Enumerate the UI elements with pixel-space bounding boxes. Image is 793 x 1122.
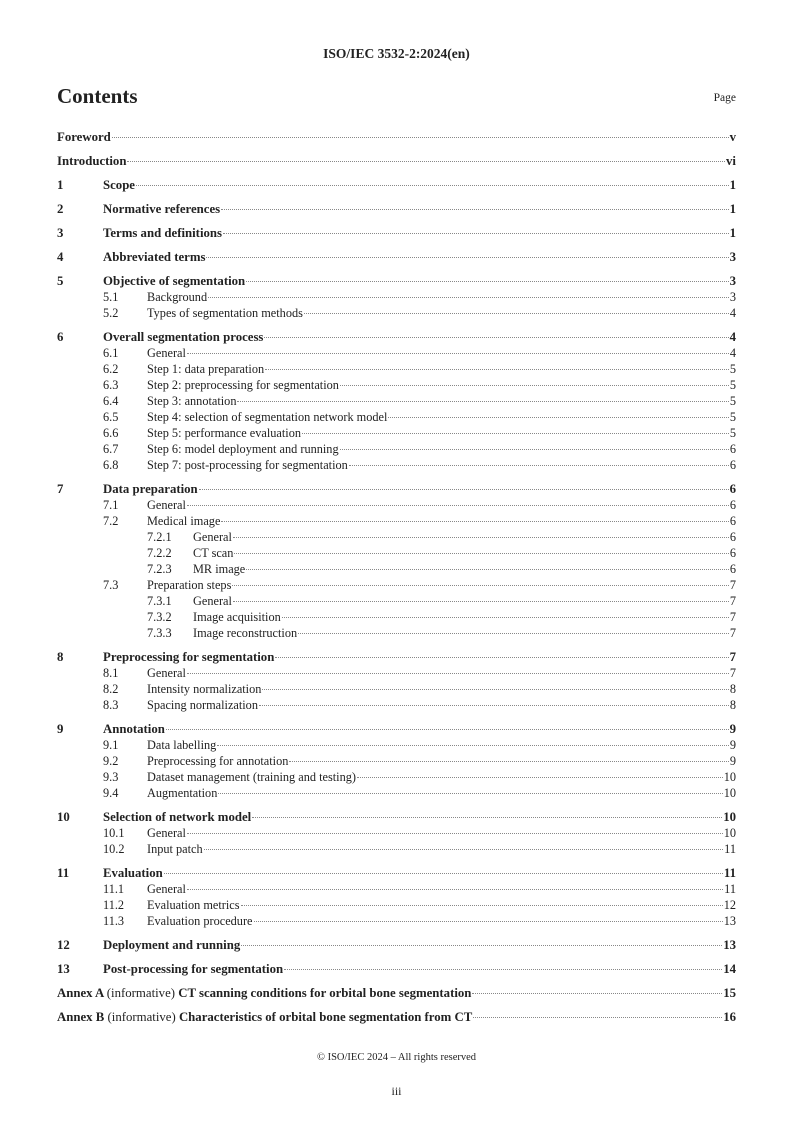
toc-page: 6 (729, 482, 736, 496)
toc-title: Intensity normalization (147, 682, 262, 696)
annex-informative: (informative) (106, 986, 176, 1000)
toc-title: Step 7: post-processing for segmentation (147, 458, 348, 472)
toc-title: Evaluation metrics (147, 898, 240, 912)
toc-number: 10.1 (103, 826, 125, 840)
toc-number: 10.2 (103, 842, 125, 856)
dot-leader (289, 761, 728, 762)
toc-page: 14 (723, 962, 736, 976)
toc-page: 7 (729, 626, 736, 640)
dot-leader (208, 297, 729, 298)
toc-number: 10 (57, 810, 70, 824)
toc-number: 9 (57, 722, 64, 736)
toc-entry[interactable] (57, 225, 736, 241)
dot-leader (357, 777, 723, 778)
toc-title: Preprocessing for segmentation (103, 650, 275, 664)
toc-number: 7.3.2 (147, 610, 172, 624)
toc-title: General (147, 882, 186, 896)
toc-title: Step 4: selection of segmentation network model (147, 410, 388, 424)
toc-title: CT scan (193, 546, 234, 560)
toc-page: 6 (729, 498, 736, 512)
toc-page: 7 (729, 610, 736, 624)
dot-leader (388, 417, 728, 418)
toc-title: Spacing normalization (147, 698, 258, 712)
toc-number: 11 (57, 866, 70, 880)
toc-page: 8 (729, 682, 736, 696)
dot-leader (304, 313, 729, 314)
toc-entry[interactable] (57, 457, 736, 473)
dot-leader (234, 553, 728, 554)
toc-page: 1 (729, 202, 736, 216)
dot-leader (127, 161, 725, 162)
toc-entry[interactable] (57, 529, 736, 545)
toc-page: 10 (723, 786, 736, 800)
document-header: ISO/IEC 3532-2:2024(en) (323, 46, 470, 61)
toc-page: 3 (729, 290, 736, 304)
toc-title: Background (147, 290, 208, 304)
dot-leader (472, 993, 722, 994)
toc-entry[interactable] (57, 305, 736, 321)
dot-leader (340, 385, 729, 386)
dot-leader (233, 537, 729, 538)
dot-leader (254, 921, 723, 922)
toc-number: 5.2 (103, 306, 119, 320)
toc-title: Annotation (103, 722, 165, 736)
toc-number: 7.3 (103, 578, 119, 592)
dot-leader (232, 585, 728, 586)
toc-title: Step 5: performance evaluation (147, 426, 301, 440)
toc-entry[interactable] (57, 153, 736, 169)
toc-entry[interactable] (57, 753, 736, 769)
dot-leader (259, 705, 729, 706)
toc-entry[interactable] (57, 841, 736, 857)
toc-page: 3 (729, 274, 736, 288)
toc-page: 11 (724, 842, 736, 856)
toc-title: Medical image (147, 514, 221, 528)
toc-entry[interactable] (57, 545, 736, 561)
toc-number: 11.1 (103, 882, 125, 896)
toc-page: 6 (729, 546, 736, 560)
dot-leader (166, 729, 729, 730)
toc-page: 6 (729, 514, 736, 528)
toc-entry[interactable] (57, 961, 736, 977)
toc-title: Augmentation (147, 786, 218, 800)
toc-number: 6.7 (103, 442, 119, 456)
dot-leader (237, 401, 728, 402)
toc-number: 7.1 (103, 498, 119, 512)
toc-entry[interactable] (57, 393, 736, 409)
toc-entry[interactable] (57, 513, 736, 529)
toc-number: 4 (57, 250, 64, 264)
toc-number: 8 (57, 650, 64, 664)
dot-leader (204, 849, 723, 850)
toc-number: 2 (57, 202, 64, 216)
dot-leader (252, 817, 722, 818)
toc-entry[interactable] (57, 425, 736, 441)
toc-page: 7 (729, 594, 736, 608)
toc-page: 9 (729, 754, 736, 768)
toc-number: 7.3.1 (147, 594, 172, 608)
toc-title: MR image (193, 562, 246, 576)
toc-entry[interactable] (57, 825, 736, 841)
toc-annex-title (57, 1009, 472, 1025)
toc-title: Normative references (103, 202, 221, 216)
toc-page: 7 (729, 666, 736, 680)
toc-entry[interactable] (57, 937, 736, 953)
toc-page: 6 (729, 458, 736, 472)
dot-leader (221, 521, 728, 522)
annex-informative: (informative) (107, 1010, 176, 1024)
toc-entry[interactable] (57, 697, 736, 713)
toc-title: Step 3: annotation (147, 394, 237, 408)
toc-title: Data preparation (103, 482, 198, 496)
toc-number: 12 (57, 938, 70, 952)
toc-title: General (147, 498, 186, 512)
toc-entry[interactable] (57, 329, 736, 345)
toc-page: 10 (723, 826, 736, 840)
toc-title: Step 6: model deployment and running (147, 442, 339, 456)
copyright-footer: © ISO/IEC 2024 – All rights reserved (316, 1052, 477, 1063)
dot-leader (241, 945, 722, 946)
toc-entry[interactable] (57, 721, 736, 737)
dot-leader (187, 353, 729, 354)
toc-entry[interactable] (57, 345, 736, 361)
toc-page: 13 (723, 938, 736, 952)
toc-title: Step 1: data preparation (147, 362, 265, 376)
dot-leader (221, 209, 728, 210)
toc-number: 13 (57, 962, 70, 976)
dot-leader (187, 889, 723, 890)
toc-page: 15 (723, 986, 736, 1000)
toc-page: 16 (723, 1010, 736, 1024)
toc-page: 5 (729, 410, 736, 424)
toc-number: 6.4 (103, 394, 119, 408)
toc-number: 6.8 (103, 458, 119, 472)
toc-page: 1 (729, 178, 736, 192)
toc-entry[interactable] (57, 577, 736, 593)
toc-number: 11.3 (103, 914, 125, 928)
toc-page: 6 (729, 530, 736, 544)
dot-leader (349, 465, 729, 466)
toc-number: 6.5 (103, 410, 119, 424)
toc-number: 9.4 (103, 786, 119, 800)
toc-page: 11 (724, 882, 736, 896)
toc-title: Foreword (57, 130, 111, 144)
dot-leader (187, 505, 729, 506)
toc-entry[interactable] (57, 377, 736, 393)
toc-entry[interactable] (57, 249, 736, 265)
toc-entry[interactable] (57, 201, 736, 217)
toc-page: 12 (723, 898, 736, 912)
toc-number: 7.2 (103, 514, 119, 528)
table-of-contents (57, 129, 736, 1025)
dot-leader (282, 617, 729, 618)
toc-entry[interactable] (57, 289, 736, 305)
dot-leader (187, 833, 723, 834)
dot-leader (206, 257, 728, 258)
dot-leader (233, 601, 729, 602)
annex-title: Characteristics of orbital bone segmentation from CT (178, 1010, 473, 1024)
toc-page: 3 (729, 250, 736, 264)
dot-leader (241, 905, 723, 906)
toc-entry[interactable] (57, 913, 736, 929)
toc-title: Evaluation (103, 866, 163, 880)
toc-entry[interactable] (57, 665, 736, 681)
toc-page: 11 (723, 866, 736, 880)
toc-number: 8.1 (103, 666, 119, 680)
toc-entry[interactable] (57, 609, 736, 625)
page-column-label: Page (713, 92, 736, 104)
dot-leader (264, 337, 728, 338)
toc-entry[interactable] (57, 409, 736, 425)
toc-annex-title (57, 985, 471, 1001)
toc-title: Dataset management (training and testing) (147, 770, 356, 784)
dot-leader (218, 793, 722, 794)
toc-entry[interactable] (57, 481, 736, 497)
toc-title: Data labelling (147, 738, 217, 752)
page-title: Contents (57, 84, 138, 108)
toc-page: 9 (729, 738, 736, 752)
toc-entry[interactable] (57, 649, 736, 665)
toc-page: 4 (729, 346, 736, 360)
dot-leader (302, 433, 729, 434)
annex-label: Annex B (57, 1010, 105, 1024)
toc-entry[interactable] (57, 593, 736, 609)
toc-page: 9 (729, 722, 736, 736)
toc-title: General (147, 666, 186, 680)
toc-entry[interactable] (57, 129, 736, 145)
toc-number: 5.1 (103, 290, 119, 304)
dot-leader (246, 569, 729, 570)
page-number: iii (391, 1084, 402, 1098)
toc-title: Preparation steps (147, 578, 232, 592)
dot-leader (298, 633, 729, 634)
toc-number: 6.2 (103, 362, 119, 376)
toc-title: Deployment and running (103, 938, 241, 952)
toc-number: 7.3.3 (147, 626, 172, 640)
dot-leader (112, 137, 729, 138)
toc-number: 5 (57, 274, 64, 288)
toc-number: 7 (57, 482, 64, 496)
toc-title: Terms and definitions (103, 226, 222, 240)
toc-title: Image acquisition (193, 610, 281, 624)
toc-number: 11.2 (103, 898, 125, 912)
toc-entry[interactable] (57, 681, 736, 697)
toc-entry[interactable] (57, 897, 736, 913)
toc-title: Step 2: preprocessing for segmentation (147, 378, 339, 392)
toc-page: 1 (729, 226, 736, 240)
toc-entry[interactable] (57, 785, 736, 801)
toc-number: 9.2 (103, 754, 119, 768)
toc-title: General (193, 594, 232, 608)
toc-entry[interactable] (57, 737, 736, 753)
dot-leader (284, 969, 722, 970)
toc-page: 6 (729, 442, 736, 456)
dot-leader (262, 689, 728, 690)
toc-entry[interactable] (57, 177, 736, 193)
toc-title: Scope (103, 178, 135, 192)
toc-number: 7.2.1 (147, 530, 172, 544)
toc-number: 9.1 (103, 738, 119, 752)
annex-label: Annex A (57, 986, 104, 1000)
toc-entry[interactable] (57, 985, 736, 1001)
toc-title: Overall segmentation process (103, 330, 264, 344)
toc-number: 3 (57, 226, 64, 240)
toc-page: vi (726, 154, 736, 168)
toc-page: 4 (729, 330, 736, 344)
dot-leader (223, 233, 729, 234)
toc-title: Types of segmentation methods (147, 306, 303, 320)
toc-entry[interactable] (57, 273, 736, 289)
toc-title: General (147, 826, 186, 840)
toc-page: 6 (729, 562, 736, 576)
dot-leader (199, 489, 729, 490)
toc-page: 7 (729, 578, 736, 592)
dot-leader (473, 1017, 722, 1018)
toc-title: Image reconstruction (193, 626, 298, 640)
toc-title: Objective of segmentation (103, 274, 246, 288)
toc-title: Selection of network model (103, 810, 252, 824)
toc-number: 6.6 (103, 426, 119, 440)
toc-entry[interactable] (57, 497, 736, 513)
toc-page: 10 (723, 810, 736, 824)
toc-number: 6 (57, 330, 64, 344)
toc-number: 7.2.2 (147, 546, 172, 560)
dot-leader (246, 281, 728, 282)
toc-entry[interactable] (57, 441, 736, 457)
toc-page: v (729, 130, 736, 144)
toc-entry[interactable] (57, 809, 736, 825)
toc-number: 8.3 (103, 698, 119, 712)
toc-number: 9.3 (103, 770, 119, 784)
toc-number: 6.3 (103, 378, 119, 392)
toc-page: 10 (723, 770, 736, 784)
toc-title: Introduction (57, 154, 127, 168)
dot-leader (275, 657, 728, 658)
dot-leader (164, 873, 723, 874)
toc-entry[interactable] (57, 561, 736, 577)
toc-entry[interactable] (57, 865, 736, 881)
toc-entry[interactable] (57, 881, 736, 897)
toc-title: Preprocessing for annotation (147, 754, 289, 768)
toc-entry[interactable] (57, 769, 736, 785)
toc-title: Input patch (147, 842, 203, 856)
toc-title: Evaluation procedure (147, 914, 253, 928)
toc-page: 5 (729, 362, 736, 376)
toc-entry[interactable] (57, 625, 736, 641)
toc-number: 6.1 (103, 346, 119, 360)
dot-leader (217, 745, 729, 746)
toc-entry[interactable] (57, 361, 736, 377)
toc-number: 1 (57, 178, 64, 192)
annex-title: CT scanning conditions for orbital bone segmentation (178, 986, 472, 1000)
toc-title: General (147, 346, 186, 360)
toc-page: 4 (729, 306, 736, 320)
toc-number: 8.2 (103, 682, 119, 696)
dot-leader (265, 369, 729, 370)
toc-title: Post-processing for segmentation (103, 962, 284, 976)
toc-page: 5 (729, 378, 736, 392)
toc-title: Abbreviated terms (103, 250, 206, 264)
dot-leader (187, 673, 729, 674)
toc-page: 8 (729, 698, 736, 712)
toc-page: 5 (729, 394, 736, 408)
dot-leader (340, 449, 729, 450)
toc-page: 7 (729, 650, 736, 664)
toc-page: 13 (723, 914, 736, 928)
dot-leader (136, 185, 729, 186)
toc-number: 7.2.3 (147, 562, 172, 576)
toc-entry[interactable] (57, 1009, 736, 1025)
toc-page: 5 (729, 426, 736, 440)
toc-title: General (193, 530, 232, 544)
